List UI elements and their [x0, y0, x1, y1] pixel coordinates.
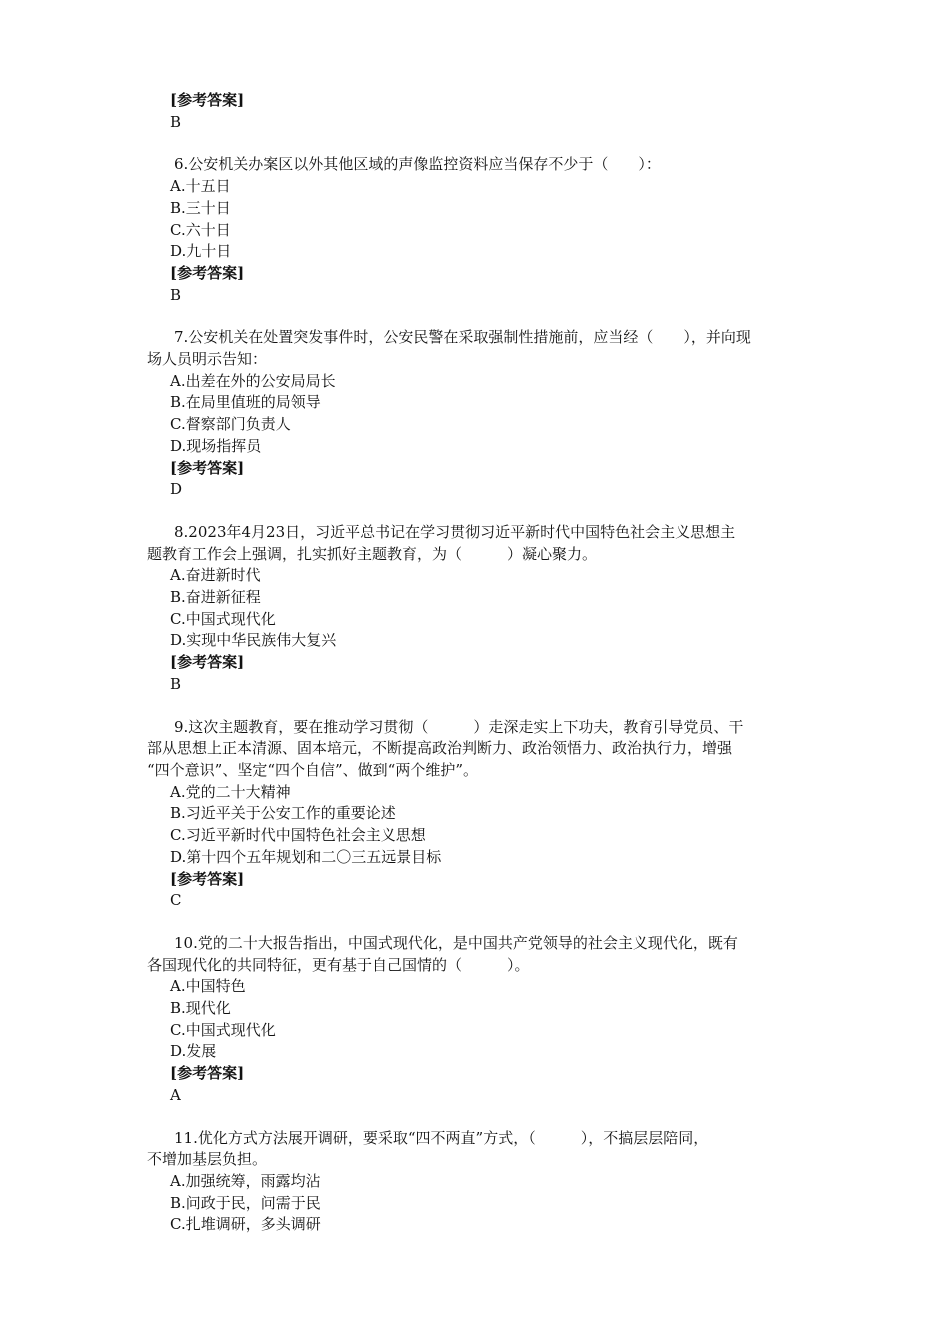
- answer-label: [参考答案]: [170, 458, 245, 477]
- answer-value: B: [170, 285, 182, 304]
- option-c: C.六十日: [170, 220, 231, 239]
- answer-value: A: [170, 1085, 181, 1104]
- answer-value: D: [170, 480, 183, 499]
- answer-label: [参考答案]: [170, 869, 245, 888]
- option-a: A.中国特色: [170, 977, 246, 996]
- question-stem-cont: 题教育工作会上强调，扎实抓好主题教育，为（ ）凝心聚力。: [147, 544, 598, 563]
- question-stem-cont: 各国现代化的共同特征，更有基于自己国情的（ ）。: [147, 955, 530, 974]
- spacer: [168, 1107, 818, 1128]
- option-b: B.问政于民，问需于民: [170, 1193, 321, 1212]
- option-a: A.党的二十大精神: [170, 782, 291, 801]
- spacer: [168, 133, 818, 154]
- answer-block-5: [168, 90, 818, 133]
- question-stem-cont: “四个意识”、坚定“四个自信”、做到“两个维护”。: [147, 760, 479, 779]
- question-stem: 6.公安机关办案区以外其他区域的声像监控资料应当保存不少于（ ）：: [174, 155, 661, 174]
- question-11: [147, 1128, 818, 1237]
- option-d: D.发展: [170, 1042, 217, 1061]
- answer-label: [参考答案]: [170, 1064, 245, 1083]
- option-d: D.现场指挥员: [170, 436, 262, 455]
- answer-value: C: [170, 891, 182, 910]
- spacer: [168, 501, 818, 522]
- option-d: D.九十日: [170, 242, 232, 261]
- question-stem: 8.2023年4月23日，习近平总书记在学习贯彻习近平新时代中国特色社会主义思想主: [174, 522, 736, 541]
- option-c: C.中国式现代化: [170, 1020, 276, 1039]
- option-a: A.奋进新时代: [170, 566, 261, 585]
- option-b: B.现代化: [170, 999, 231, 1018]
- question-10: [147, 933, 818, 1107]
- question-stem: 9.这次主题教育，要在推动学习贯彻（ ）走深走实上下功夫，教育引导党员、干: [174, 717, 744, 736]
- question-stem-cont: 部从思想上正本清源、固本培元，不断提高政治判断力、政治领悟力、政治执行力，增强: [147, 739, 733, 758]
- option-b: B.三十日: [170, 198, 231, 217]
- option-c: C.习近平新时代中国特色社会主义思想: [170, 826, 426, 845]
- question-stem-cont: 场人员明示告知：: [147, 350, 268, 369]
- option-a: A.出差在外的公安局局长: [170, 371, 336, 390]
- question-6: [168, 154, 818, 306]
- question-stem-cont: 不增加基层负担。: [147, 1150, 268, 1169]
- option-b: B.在局里值班的局领导: [170, 393, 321, 412]
- option-d: D.第十四个五年规划和二〇三五远景目标: [170, 847, 442, 866]
- option-c: C.督察部门负责人: [170, 415, 291, 434]
- spacer: [168, 696, 818, 717]
- question-stem: 10.党的二十大报告指出，中国式现代化，是中国共产党领导的社会主义现代化，既有: [174, 933, 738, 952]
- question-9: [147, 717, 818, 912]
- option-c: C.中国式现代化: [170, 609, 276, 628]
- option-a: A.加强统筹，雨露均沾: [170, 1171, 321, 1190]
- question-stem: 7.公安机关在处置突发事件时，公安民警在采取强制性措施前，应当经（ ），并向现: [174, 328, 751, 347]
- question-7: [147, 327, 818, 501]
- option-b: B.奋进新征程: [170, 588, 261, 607]
- document-content: [147, 90, 818, 1236]
- answer-value: B: [170, 112, 182, 131]
- question-stem: 11.优化方式方法展开调研，要采取“四不两直”方式，（ ），不搞层层陪同，: [174, 1128, 709, 1147]
- option-d: D.实现中华民族伟大复兴: [170, 631, 337, 650]
- question-8: [147, 522, 818, 696]
- option-a: A.十五日: [170, 177, 231, 196]
- spacer: [168, 306, 818, 327]
- answer-label: [参考答案]: [170, 653, 245, 672]
- option-c: C.扎堆调研，多头调研: [170, 1215, 321, 1234]
- spacer: [168, 912, 818, 933]
- answer-label: [参考答案]: [170, 91, 245, 109]
- option-b: B.习近平关于公安工作的重要论述: [170, 804, 396, 823]
- answer-value: B: [170, 674, 182, 693]
- answer-label: [参考答案]: [170, 263, 245, 282]
